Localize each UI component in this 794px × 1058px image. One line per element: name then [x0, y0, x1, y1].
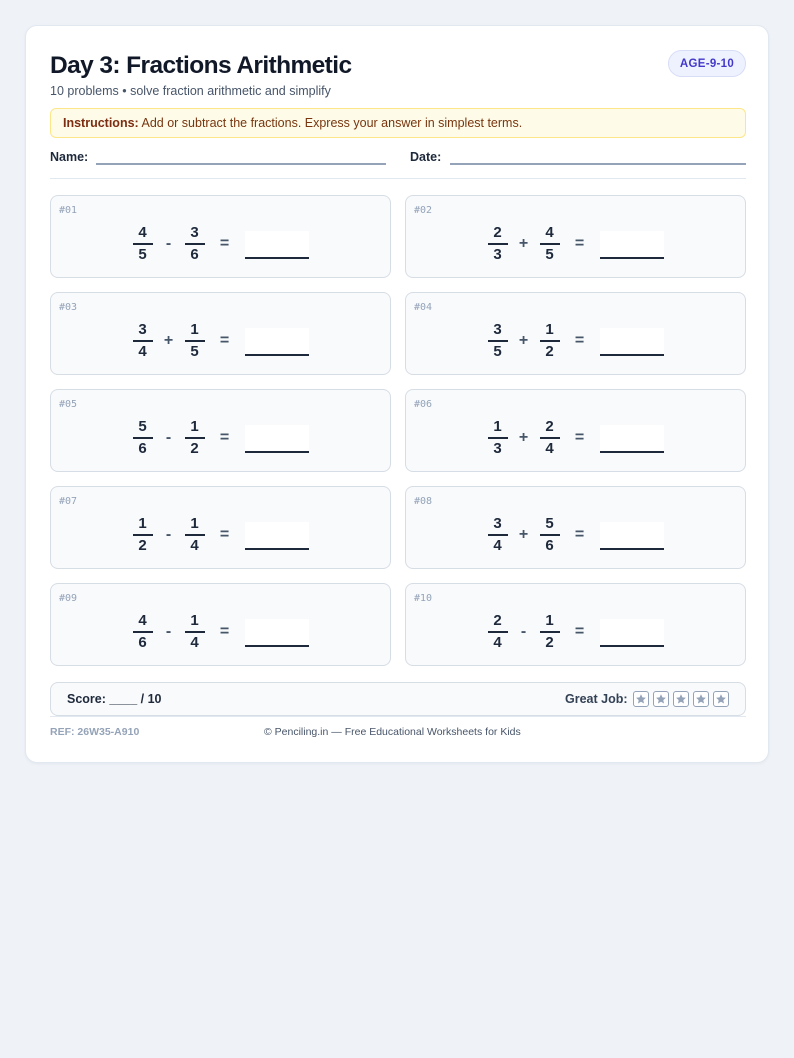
- problem-number: #04: [414, 302, 433, 313]
- denominator: 6: [138, 634, 147, 651]
- equals-sign: =: [574, 429, 585, 446]
- answer-field[interactable]: [245, 328, 309, 356]
- operator: -: [165, 235, 172, 252]
- operator: -: [165, 623, 172, 640]
- fraction-bar: [540, 340, 560, 342]
- problem-number: #03: [59, 302, 78, 313]
- denominator: 4: [138, 343, 147, 360]
- divider: [50, 178, 746, 179]
- problem-number: #08: [414, 496, 433, 507]
- denominator: 4: [190, 634, 199, 651]
- problem-number: #10: [414, 593, 433, 604]
- fraction-bar: [185, 534, 205, 536]
- numerator: 4: [545, 224, 554, 241]
- fraction-bar: [185, 340, 205, 342]
- answer-field[interactable]: [600, 231, 664, 259]
- numerator: 3: [493, 515, 502, 532]
- score-bar: [50, 682, 746, 716]
- equals-sign: =: [219, 235, 230, 252]
- divider: [50, 716, 746, 717]
- operator: -: [165, 429, 172, 446]
- operator: -: [520, 623, 527, 640]
- numerator: 3: [493, 321, 502, 338]
- denominator: 6: [545, 537, 554, 554]
- problem-card: [50, 486, 391, 569]
- fraction-a: [488, 612, 508, 652]
- copyright-text: © Penciling.in — Free Educational Worksheets for Kids: [264, 726, 521, 738]
- fraction-b: [185, 612, 205, 652]
- denominator: 5: [138, 246, 147, 263]
- denominator: 6: [138, 440, 147, 457]
- problem-card: [50, 389, 391, 472]
- page-title: Day 3: Fractions Arithmetic: [50, 52, 352, 79]
- star-icon[interactable]: [673, 691, 689, 707]
- denominator: 3: [493, 246, 502, 263]
- fraction-b: [540, 515, 560, 555]
- problem-card: [405, 292, 746, 375]
- equals-sign: =: [219, 623, 230, 640]
- numerator: 4: [138, 612, 147, 629]
- fraction-b: [185, 321, 205, 361]
- star-icon[interactable]: [713, 691, 729, 707]
- numerator: 1: [190, 612, 199, 629]
- instructions-text: Add or subtract the fractions. Express your answer in simplest terms.: [138, 116, 523, 130]
- problem-number: #02: [414, 205, 433, 216]
- fraction-bar: [488, 534, 508, 536]
- fraction-a: [133, 612, 153, 652]
- numerator: 3: [138, 321, 147, 338]
- fraction-a: [133, 418, 153, 458]
- problem-number: #07: [59, 496, 78, 507]
- numerator: 1: [545, 321, 554, 338]
- numerator: 1: [190, 515, 199, 532]
- fraction-expression: [51, 223, 390, 265]
- fraction-bar: [488, 631, 508, 633]
- fraction-a: [488, 418, 508, 458]
- answer-field[interactable]: [600, 328, 664, 356]
- reference-code: REF: 26W35-A910: [50, 726, 140, 738]
- denominator: 5: [545, 246, 554, 263]
- star-icon[interactable]: [693, 691, 709, 707]
- equals-sign: =: [574, 332, 585, 349]
- answer-field[interactable]: [600, 619, 664, 647]
- instructions-box: [50, 108, 746, 138]
- equals-sign: =: [574, 235, 585, 252]
- fraction-a: [488, 321, 508, 361]
- fraction-bar: [133, 534, 153, 536]
- fraction-b: [540, 321, 560, 361]
- numerator: 4: [138, 224, 147, 241]
- problem-number: #06: [414, 399, 433, 410]
- fraction-expression: [51, 514, 390, 556]
- fraction-bar: [540, 534, 560, 536]
- problem-card: [405, 583, 746, 666]
- fraction-b: [540, 224, 560, 264]
- fraction-bar: [185, 631, 205, 633]
- problem-number: #01: [59, 205, 78, 216]
- operator: +: [163, 332, 174, 349]
- fraction-bar: [488, 243, 508, 245]
- score-label: Score: ____ / 10: [67, 692, 162, 706]
- great-job-label: Great Job:: [565, 692, 628, 706]
- answer-field[interactable]: [245, 619, 309, 647]
- fraction-a: [488, 515, 508, 555]
- numerator: 2: [493, 224, 502, 241]
- denominator: 2: [190, 440, 199, 457]
- date-label: Date:: [410, 150, 442, 164]
- instructions-label: Instructions:: [63, 116, 139, 130]
- numerator: 2: [545, 418, 554, 435]
- fraction-bar: [133, 340, 153, 342]
- denominator: 4: [545, 440, 554, 457]
- equals-sign: =: [574, 623, 585, 640]
- fraction-bar: [488, 437, 508, 439]
- page-subtitle: 10 problems • solve fraction arithmetic and simplify: [50, 84, 331, 98]
- problem-card: [50, 583, 391, 666]
- answer-field[interactable]: [245, 425, 309, 453]
- numerator: 1: [138, 515, 147, 532]
- fraction-bar: [540, 631, 560, 633]
- operator: +: [518, 332, 529, 349]
- fraction-bar: [540, 437, 560, 439]
- age-badge: AGE-9-10: [668, 50, 746, 77]
- fraction-expression: [406, 223, 745, 265]
- fraction-expression: [51, 611, 390, 653]
- denominator: 5: [493, 343, 502, 360]
- date-field[interactable]: [450, 163, 746, 165]
- fraction-bar: [488, 340, 508, 342]
- numerator: 3: [190, 224, 199, 241]
- star-icon[interactable]: [653, 691, 669, 707]
- fraction-a: [133, 515, 153, 555]
- fraction-expression: [406, 417, 745, 459]
- operator: +: [518, 235, 529, 252]
- fraction-bar: [185, 243, 205, 245]
- fraction-a: [488, 224, 508, 264]
- fraction-bar: [185, 437, 205, 439]
- problem-card: [405, 486, 746, 569]
- problem-card: [50, 292, 391, 375]
- operator: +: [518, 526, 529, 543]
- problem-card: [405, 195, 746, 278]
- equals-sign: =: [219, 332, 230, 349]
- fraction-bar: [540, 243, 560, 245]
- answer-field[interactable]: [245, 231, 309, 259]
- star-rating: [633, 691, 729, 707]
- equals-sign: =: [219, 526, 230, 543]
- fraction-b: [185, 418, 205, 458]
- denominator: 2: [545, 343, 554, 360]
- numerator: 5: [138, 418, 147, 435]
- equals-sign: =: [219, 429, 230, 446]
- problem-card: [50, 195, 391, 278]
- numerator: 2: [493, 612, 502, 629]
- numerator: 1: [493, 418, 502, 435]
- numerator: 1: [545, 612, 554, 629]
- fraction-expression: [406, 514, 745, 556]
- fraction-bar: [133, 631, 153, 633]
- denominator: 6: [190, 246, 199, 263]
- fraction-a: [133, 224, 153, 264]
- fraction-bar: [133, 437, 153, 439]
- denominator: 4: [493, 537, 502, 554]
- fraction-expression: [51, 320, 390, 362]
- answer-field[interactable]: [600, 425, 664, 453]
- fraction-b: [185, 515, 205, 555]
- worksheet-page: [25, 25, 769, 763]
- operator: -: [165, 526, 172, 543]
- fraction-b: [185, 224, 205, 264]
- fraction-b: [540, 612, 560, 652]
- fraction-bar: [133, 243, 153, 245]
- answer-field[interactable]: [245, 522, 309, 550]
- numerator: 1: [190, 321, 199, 338]
- denominator: 4: [493, 634, 502, 651]
- name-label: Name:: [50, 150, 89, 164]
- fraction-b: [540, 418, 560, 458]
- equals-sign: =: [574, 526, 585, 543]
- denominator: 2: [138, 537, 147, 554]
- answer-field[interactable]: [600, 522, 664, 550]
- numerator: 5: [545, 515, 554, 532]
- fraction-expression: [51, 417, 390, 459]
- problem-number: #09: [59, 593, 78, 604]
- denominator: 3: [493, 440, 502, 457]
- fraction-expression: [406, 320, 745, 362]
- denominator: 2: [545, 634, 554, 651]
- numerator: 1: [190, 418, 199, 435]
- denominator: 4: [190, 537, 199, 554]
- problem-card: [405, 389, 746, 472]
- operator: +: [518, 429, 529, 446]
- name-field[interactable]: [96, 163, 386, 165]
- fraction-expression: [406, 611, 745, 653]
- denominator: 5: [190, 343, 199, 360]
- fraction-a: [133, 321, 153, 361]
- problem-number: #05: [59, 399, 78, 410]
- star-icon[interactable]: [633, 691, 649, 707]
